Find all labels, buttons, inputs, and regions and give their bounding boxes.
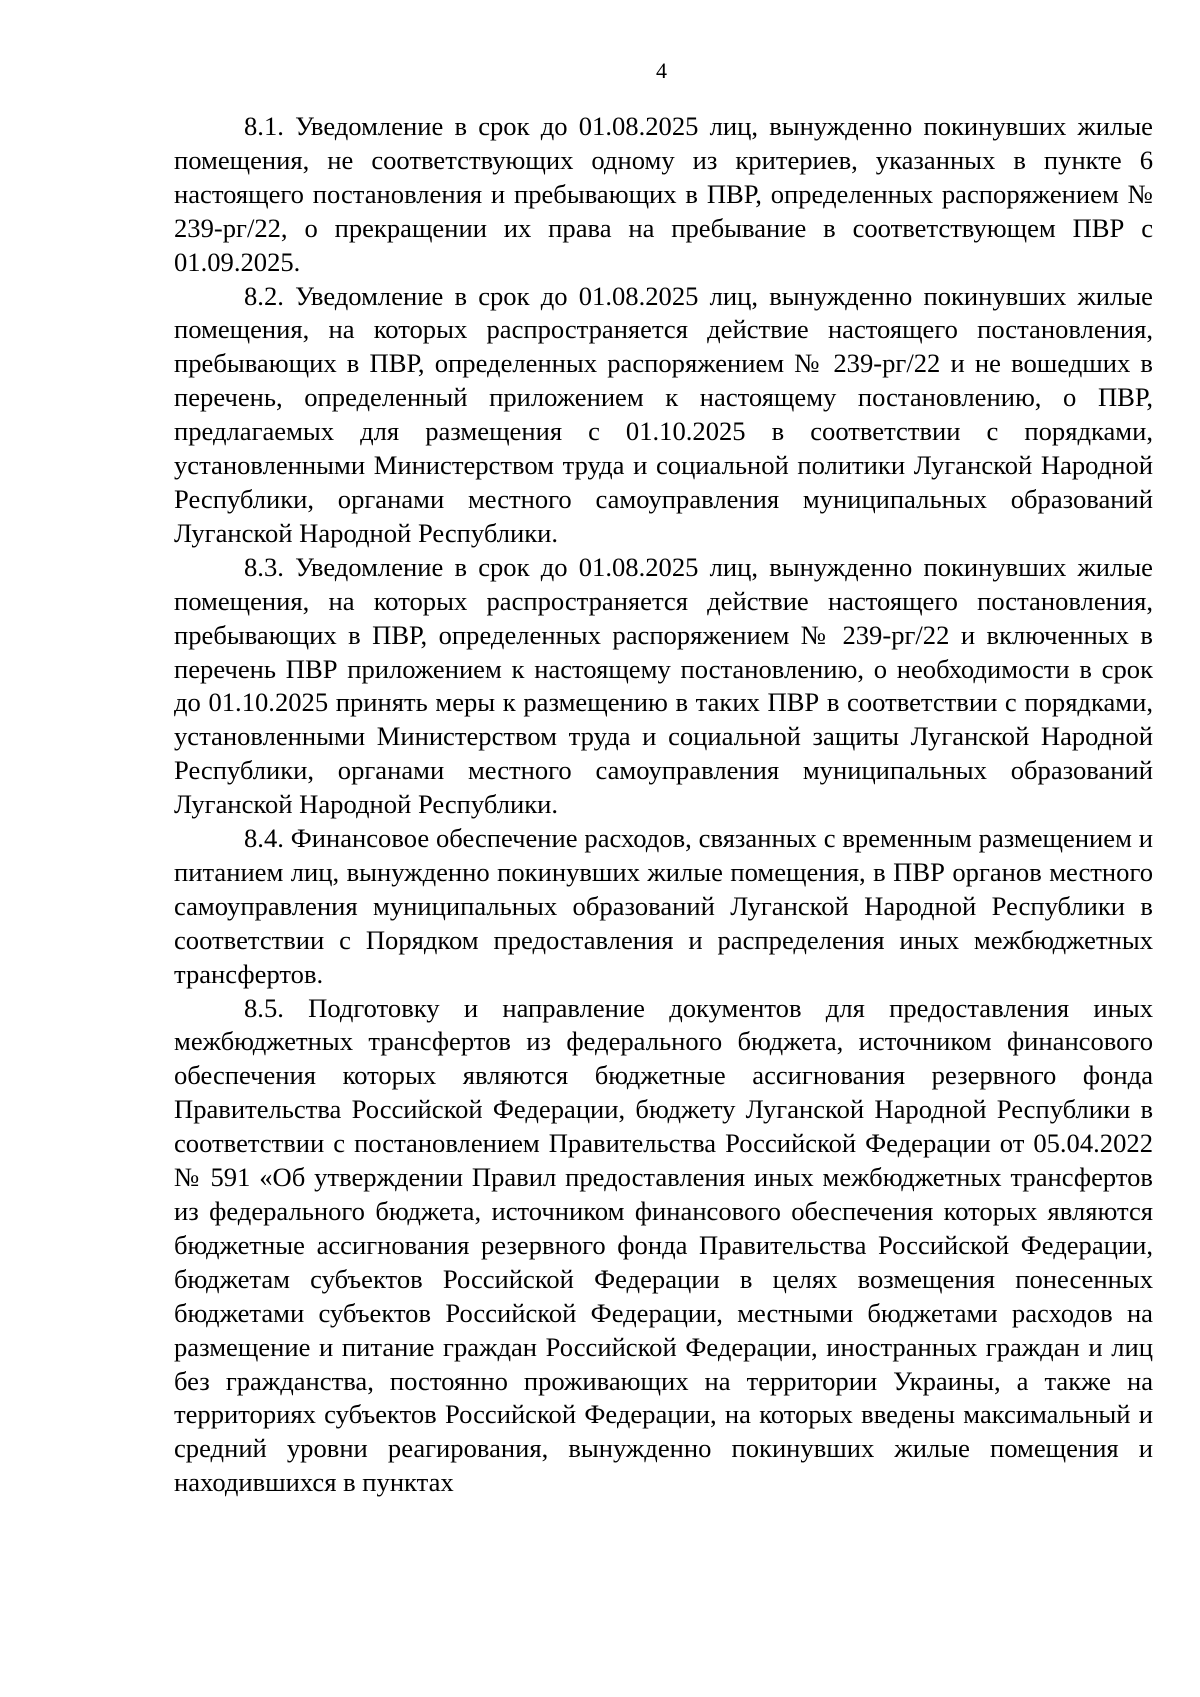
paragraph-8-1: 8.1. Уведомление в срок до 01.08.2025 лиц, вынужденно покинувших жилые помещения, не соответствующих одному из критериев, указанных в пункте 6 настоящего постановления и пребывающих в ПВР, определенных распоряжением № 239-рг/22, о прекращении их права на пребывание в соответствующем ПВР с 01.09.2025. [174,111,1153,277]
paragraph-8-3: 8.3. Уведомление в срок до 01.08.2025 лиц, вынужденно покинувших жилые помещения, на которых распространяется действие настоящего постановления, пребывающих в ПВР, определенных распоряжением № 239-рг/22 и включенных в перечень ПВР приложением к настоящему постановлению, о необходимости в срок до 01.10.2025 принять меры к размещению в таких ПВР в соответствии с порядками, установленными Министерством труда и социальной защиты Луганской Народной Республики, органами местного самоуправления муниципальных образований Луганской Народной Республики. [174,551,1153,820]
page-number: 4 [656,58,667,83]
paragraph-8-4: 8.4. Финансовое обеспечение расходов, связанных с временным размещением и питанием лиц, вынужденно покинувших жилые помещения, в ПВР органов местного самоуправления муниципальных образований Луганской Народной Республики в соответствии с Порядком предоставления и распределения иных межбюджетных трансфертов. [174,823,1153,989]
document-body [174,110,1153,1500]
paragraph-8-5: 8.5. Подготовку и направление документов для предоставления иных межбюджетных трансфертов из федерального бюджета, источником финансового обеспечения которых являются бюджетные ассигнования резервного фонда Правительства Российской Федерации, бюджету Луганской Народной Республики в соответствии с постановлением Правительства Российской Федерации от 05.04.2022 № 591 «Об утверждении Правил предоставления иных межбюджетных трансфертов из федерального бюджета, источником финансового обеспечения которых являются бюджетные ассигнования резервного фонда Правительства Российской Федерации, бюджетам субъектов Российской Федерации в целях возмещения понесенных бюджетами субъектов Российской Федерации, местными бюджетами расходов на размещение и питание граждан Российской Федерации, иностранных граждан и лиц без гражданства, постоянно проживающих на территории Украины, а также на территориях субъектов Российской Федерации, на которых введены максимальный и средний уровни реагирования, вынужденно покинувших жилые помещения и находившихся в пунктах [174,992,1153,1498]
paragraph-8-2: 8.2. Уведомление в срок до 01.08.2025 лиц, вынужденно покинувших жилые помещения, на которых распространяется действие настоящего постановления, пребывающих в ПВР, определенных распоряжением № 239-рг/22 и не вошедших в перечень, определенный приложением к настоящему постановлению, о ПВР, предлагаемых для размещения с 01.10.2025 в соответствии с порядками, установленными Министерством труда и социальной политики Луганской Народной Республики, органами местного самоуправления муниципальных образований Луганской Народной Республики. [174,280,1153,548]
